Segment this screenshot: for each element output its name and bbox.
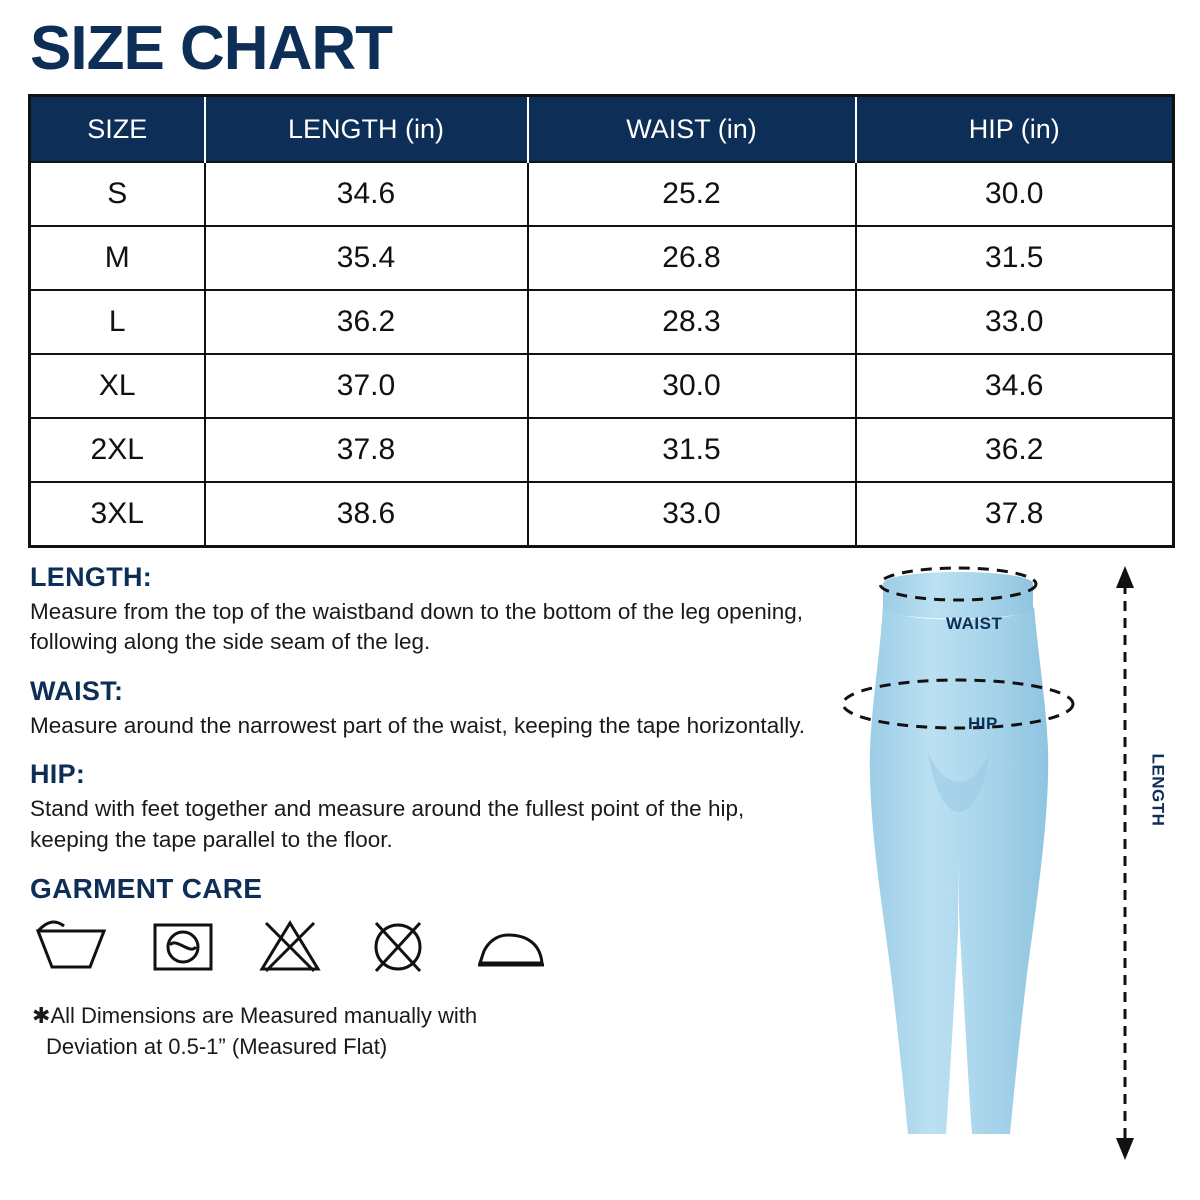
cell-hip: 36.2 (856, 418, 1174, 482)
table-row (30, 226, 1174, 290)
body-content (28, 562, 1172, 1062)
length-heading: LENGTH: (30, 562, 153, 592)
cell-length: 37.0 (205, 354, 528, 418)
cell-size: S (30, 162, 205, 226)
length-description: Measure from the top of the waistband down to the bottom of the leg opening, following along the side seam of the leg. (30, 599, 803, 655)
cell-length: 36.2 (205, 290, 528, 354)
instructions-column (28, 562, 848, 1062)
column-header-waist: WAIST (in) (528, 96, 856, 163)
cell-size: 3XL (30, 482, 205, 547)
cell-waist: 30.0 (528, 354, 856, 418)
length-arrow-down (1116, 1138, 1134, 1160)
leggings-figure (828, 562, 1188, 1182)
table-row (30, 162, 1174, 226)
cell-length: 35.4 (205, 226, 528, 290)
footnote-star: ✱ (32, 1002, 51, 1028)
length-arrow-up (1116, 566, 1134, 588)
cell-hip: 34.6 (856, 354, 1174, 418)
column-header-size: SIZE (30, 96, 205, 163)
column-header-length: LENGTH (in) (205, 96, 528, 163)
table-row (30, 354, 1174, 418)
do-not-bleach-icon (258, 917, 322, 975)
page-title: SIZE CHART (30, 14, 392, 83)
cell-size: 2XL (30, 418, 205, 482)
garment-care-icons (30, 917, 848, 975)
hand-wash-icon (34, 917, 108, 975)
table-header-row (30, 96, 1174, 163)
cell-size: L (30, 290, 205, 354)
cell-size: M (30, 226, 205, 290)
do-not-dry-clean-icon (366, 917, 430, 975)
leggings-illustration (828, 562, 1188, 1182)
footnote-line-2: Deviation at 0.5-1” (Measured Flat) (46, 1033, 388, 1059)
cell-waist: 25.2 (528, 162, 856, 226)
hip-description: Stand with feet together and measure around the fullest point of the hip, keeping the tape parallel to the floor. (30, 796, 745, 852)
table-row (30, 482, 1174, 547)
size-table (28, 94, 1175, 548)
footnote-line-1: All Dimensions are Measured manually with (50, 1002, 478, 1028)
column-header-hip: HIP (in) (856, 96, 1174, 163)
footnote (30, 1001, 848, 1063)
cell-hip: 30.0 (856, 162, 1174, 226)
waist-heading: WAIST: (30, 675, 124, 706)
length-label: LENGTH (1148, 753, 1168, 827)
cell-length: 34.6 (205, 162, 528, 226)
cell-waist: 26.8 (528, 226, 856, 290)
waist-label: WAIST (946, 614, 1003, 633)
iron-low-icon (474, 917, 548, 975)
cell-length: 38.6 (205, 482, 528, 547)
cell-hip: 37.8 (856, 482, 1174, 547)
cell-length: 37.8 (205, 418, 528, 482)
table-row (30, 418, 1174, 482)
hip-heading: HIP: (30, 759, 86, 790)
cell-waist: 28.3 (528, 290, 856, 354)
tumble-dry-low-icon (152, 917, 214, 975)
waist-description: Measure around the narrowest part of the waist, keeping the tape horizontally. (30, 712, 806, 738)
garment-care-heading: GARMENT CARE (30, 872, 263, 904)
hip-label: HIP (968, 714, 998, 733)
cell-waist: 31.5 (528, 418, 856, 482)
illustration-column (848, 562, 1172, 1062)
cell-hip: 33.0 (856, 290, 1174, 354)
cell-waist: 33.0 (528, 482, 856, 547)
cell-hip: 31.5 (856, 226, 1174, 290)
table-row (30, 290, 1174, 354)
cell-size: XL (30, 354, 205, 418)
